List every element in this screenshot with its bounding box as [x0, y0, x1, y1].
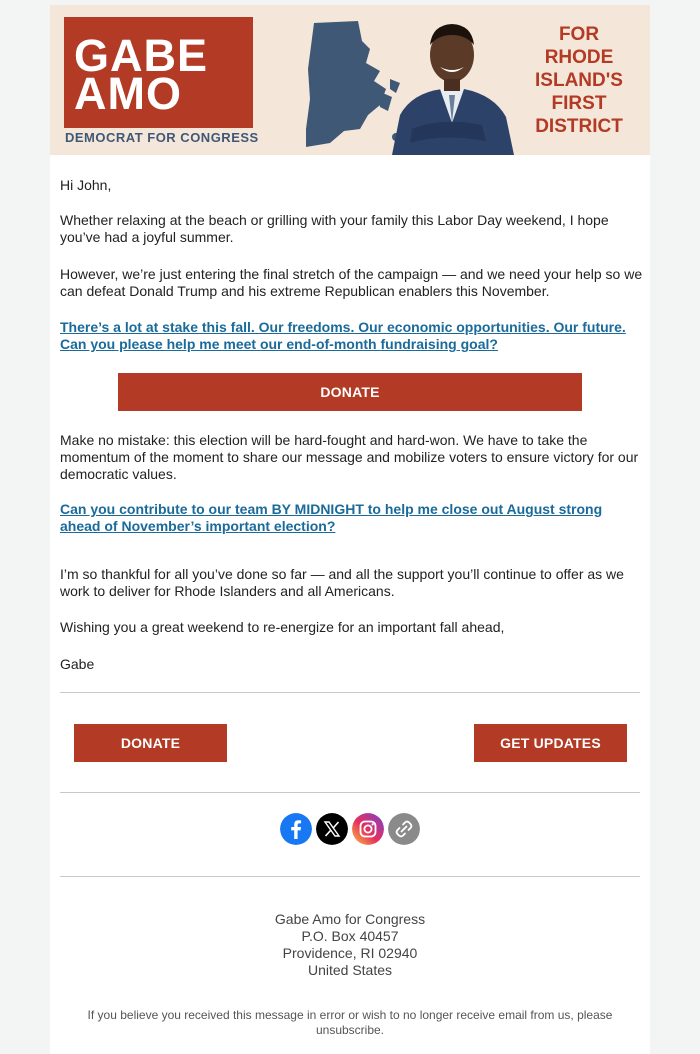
footer-org: Gabe Amo for Congress	[274, 911, 426, 927]
x-icon[interactable]	[316, 813, 348, 845]
footer-po-box: P.O. Box 40457	[301, 928, 399, 944]
facebook-icon[interactable]	[280, 813, 312, 845]
divider	[60, 692, 640, 693]
tagline: FOR RHODE ISLAND'S FIRST DISTRICT	[535, 24, 623, 137]
logo-name: GABE AMO	[74, 30, 209, 119]
donate-button-main[interactable]: DONATE	[118, 373, 582, 411]
paragraph-intro: Whether relaxing at the beach or grilling with your family this Labor Day weekend, I hope you’ve had a joyful summer.	[60, 212, 609, 245]
candidate-photo	[382, 11, 522, 155]
header-banner	[50, 5, 650, 155]
email-container	[50, 5, 650, 1054]
footer-address	[50, 911, 650, 979]
get-updates-button[interactable]: GET UPDATES	[474, 724, 627, 762]
footer-city: Providence, RI 02940	[282, 945, 418, 961]
signoff: Gabe	[60, 656, 95, 672]
unsubscribe-note[interactable]: If you believe you received this message in error or wish to no longer receive email from us, please unsubscribe.	[87, 1008, 613, 1037]
paragraph-mistake: Make no mistake: this election will be hard-fought and hard-won. We have to take the momentum of the moment to share our message and mobilize voters to ensure victory for our democratic values.	[60, 432, 639, 482]
donate-button-footer[interactable]: DONATE	[74, 724, 227, 762]
donate-link-stakes[interactable]: There’s a lot at stake this fall. Our freedoms. Our economic opportunities. Our future. Can you please help me meet our end-of-month fundraising goal?	[60, 319, 626, 352]
divider	[60, 792, 640, 793]
divider	[60, 876, 640, 877]
footer-country: United States	[307, 962, 393, 978]
greeting: Hi John,	[60, 177, 112, 193]
paragraph-thanks: I’m so thankful for all you’ve done so far — and all the support you’ll continue to offer as we work to deliver for Rhode Islanders and all Americans.	[60, 566, 624, 599]
paragraph-stretch: However, we’re just entering the final stretch of the campaign — and we need your help so we can defeat Donald Trump and his extreme Republican enablers this November.	[60, 266, 643, 299]
instagram-icon[interactable]	[352, 813, 384, 845]
donate-link-midnight[interactable]: Can you contribute to our team BY MIDNIGHT to help me close out August strong ahead of November’s important election?	[60, 501, 603, 534]
paragraph-wishes: Wishing you a great weekend to re-energize for an important fall ahead,	[60, 619, 505, 635]
link-icon[interactable]	[388, 813, 420, 845]
logo	[64, 17, 253, 128]
logo-subtitle: DEMOCRAT FOR CONGRESS	[65, 130, 259, 145]
